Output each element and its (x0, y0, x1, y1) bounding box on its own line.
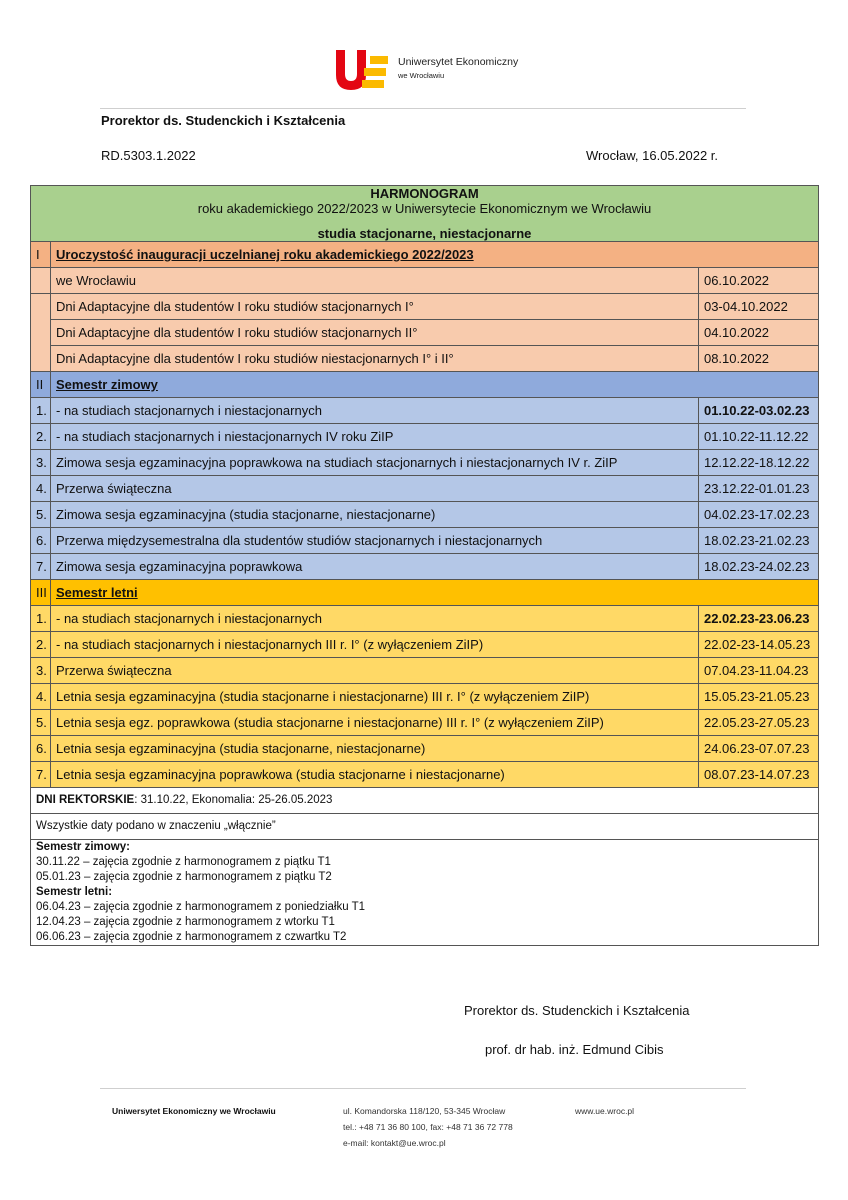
table-row (31, 606, 819, 632)
row-date: 07.04.23-11.04.23 (698, 658, 818, 684)
section-title: Semestr zimowy (51, 372, 819, 398)
row-description: - na studiach stacjonarnych i niestacjonarnych (51, 606, 699, 632)
footer-website-link[interactable]: www.ue.wroc.pl (575, 1106, 635, 1116)
table-row (31, 476, 819, 502)
row-date: 22.02-23-14.05.23 (698, 632, 818, 658)
row-description: - na studiach stacjonarnych i niestacjonarnych IV roku ZiIP (51, 424, 699, 450)
row-number: 2. (31, 424, 51, 450)
row-description: Dni Adaptacyjne dla studentów I roku studiów stacjonarnych II° (51, 320, 699, 346)
signature-title: Prorektor ds. Studenckich i Kształcenia (464, 1003, 690, 1018)
special-days-row (31, 840, 819, 946)
university-logo (334, 48, 534, 92)
row-number: 3. (31, 658, 51, 684)
table-row (31, 554, 819, 580)
logo-name-line1: Uniwersytet Ekonomiczny (398, 56, 519, 68)
row-date: 03-04.10.2022 (698, 294, 818, 320)
ue-logo-mark (334, 48, 394, 92)
table-row (31, 684, 819, 710)
row-description: - na studiach stacjonarnych i niestacjonarnych (51, 398, 699, 424)
table-row (31, 632, 819, 658)
winter-notes-heading: Semestr zimowy: (36, 841, 130, 853)
row-number: 5. (31, 710, 51, 736)
winter-note-line: 05.01.23 – zajęcia zgodnie z harmonogramem z piątku T2 (36, 871, 332, 883)
row-date: 18.02.23-21.02.23 (698, 528, 818, 554)
row-number (31, 294, 51, 372)
footer-address: ul. Komandorska 118/120, 53-345 Wrocław (343, 1106, 506, 1116)
footer-university: Uniwersytet Ekonomiczny we Wrocławiu (112, 1106, 276, 1116)
row-number: 1. (31, 398, 51, 424)
row-date: 22.05.23-27.05.23 (698, 710, 818, 736)
row-date: 04.02.23-17.02.23 (698, 502, 818, 528)
table-row (31, 450, 819, 476)
summer-note-line: 06.04.23 – zajęcia zgodnie z harmonogramem z poniedziałku T1 (36, 901, 366, 913)
row-number: 3. (31, 450, 51, 476)
row-date: 24.06.23-07.07.23 (698, 736, 818, 762)
row-date: 01.10.22-03.02.23 (698, 398, 818, 424)
table-row (31, 502, 819, 528)
schedule-title: HARMONOGRAM (370, 186, 479, 201)
section-number: I (31, 242, 51, 268)
rector-days-label: DNI REKTORSKIE (36, 794, 135, 806)
row-date: 04.10.2022 (698, 320, 818, 346)
row-number: 7. (31, 762, 51, 788)
document-date: Wrocław, 16.05.2022 r. (586, 148, 719, 163)
row-number (31, 268, 51, 294)
table-row (31, 320, 819, 346)
inclusive-note: Wszystkie daty podano w znaczeniu „włącznie” (31, 814, 819, 840)
section-number: III (31, 580, 51, 606)
schedule-table (30, 185, 819, 946)
row-date: 08.10.2022 (698, 346, 818, 372)
row-date: 12.12.22-18.12.22 (698, 450, 818, 476)
footer-phone: tel.: +48 71 36 80 100, fax: +48 71 36 72 778 (343, 1122, 513, 1132)
row-description: Przerwa świąteczna (51, 476, 699, 502)
reference-number: RD.5303.1.2022 (101, 148, 196, 163)
summer-notes-heading: Semestr letni: (36, 886, 113, 898)
row-number: 6. (31, 736, 51, 762)
header-divider (100, 108, 746, 109)
row-date: 23.12.22-01.01.23 (698, 476, 818, 502)
footer-contact (343, 1103, 513, 1151)
table-row (31, 658, 819, 684)
row-date: 15.05.23-21.05.23 (698, 684, 818, 710)
row-number: 2. (31, 632, 51, 658)
summer-note-line: 12.04.23 – zajęcia zgodnie z harmonogramem z wtorku T1 (36, 916, 335, 928)
row-date: 22.02.23-23.06.23 (698, 606, 818, 632)
row-description: Letnia sesja egzaminacyjna (studia stacjonarne, niestacjonarne) (51, 736, 699, 762)
row-description: we Wrocławiu (51, 268, 699, 294)
row-number: 4. (31, 476, 51, 502)
row-number: 1. (31, 606, 51, 632)
section-header-winter (31, 372, 819, 398)
schedule-header-cell (31, 186, 819, 242)
row-description: Zimowa sesja egzaminacyjna (studia stacjonarne, niestacjonarne) (51, 502, 699, 528)
row-description: Zimowa sesja egzaminacyjna poprawkowa (51, 554, 699, 580)
row-description: Przerwa świąteczna (51, 658, 699, 684)
row-number: 5. (31, 502, 51, 528)
logo-name-line2: we Wrocławiu (398, 71, 445, 80)
row-number: 7. (31, 554, 51, 580)
special-days-cell (31, 840, 819, 946)
table-row (31, 346, 819, 372)
footer-divider (100, 1088, 746, 1089)
table-row (31, 528, 819, 554)
schedule-mode: studia stacjonarne, niestacjonarne (317, 226, 532, 241)
rector-days-value: : 31.10.22, Ekonomalia: 25-26.05.2023 (134, 794, 333, 806)
section-header-summer (31, 580, 819, 606)
inclusive-note-row (31, 814, 819, 840)
table-row (31, 294, 819, 320)
row-number: 6. (31, 528, 51, 554)
office-title: Prorektor ds. Studenckich i Kształcenia (101, 113, 346, 128)
rector-days-row (31, 788, 819, 814)
row-description: Dni Adaptacyjne dla studentów I roku studiów niestacjonarnych I° i II° (51, 346, 699, 372)
row-date: 06.10.2022 (698, 268, 818, 294)
table-row (31, 736, 819, 762)
schedule-header-row (31, 186, 819, 242)
row-number: 4. (31, 684, 51, 710)
table-row (31, 268, 819, 294)
row-description: Letnia sesja egzaminacyjna (studia stacjonarne i niestacjonarne) III r. I° (z wyłączeniem ZiIP) (51, 684, 699, 710)
row-description: Zimowa sesja egzaminacyjna poprawkowa na studiach stacjonarnych i niestacjonarnych IV r. ZiIP (51, 450, 699, 476)
winter-note-line: 30.11.22 – zajęcia zgodnie z harmonogramem z piątku T1 (36, 856, 331, 868)
signature-name: prof. dr hab. inż. Edmund Cibis (485, 1042, 664, 1057)
schedule-subtitle: roku akademickiego 2022/2023 w Uniwersytecie Ekonomicznym we Wrocławiu (197, 201, 652, 216)
table-row (31, 710, 819, 736)
section-header-inauguration (31, 242, 819, 268)
row-description: Dni Adaptacyjne dla studentów I roku studiów stacjonarnych I° (51, 294, 699, 320)
section-title: Semestr letni (51, 580, 819, 606)
row-description: - na studiach stacjonarnych i niestacjonarnych III r. I° (z wyłączeniem ZiIP) (51, 632, 699, 658)
table-row (31, 398, 819, 424)
section-title: Uroczystość inauguracji uczelnianej roku akademickiego 2022/2023 (51, 242, 819, 268)
row-date: 08.07.23-14.07.23 (698, 762, 818, 788)
section-number: II (31, 372, 51, 398)
footer-email[interactable]: e-mail: kontakt@ue.wroc.pl (343, 1138, 446, 1148)
row-date: 18.02.23-24.02.23 (698, 554, 818, 580)
row-description: Przerwa międzysemestralna dla studentów studiów stacjonarnych i niestacjonarnych (51, 528, 699, 554)
summer-note-line: 06.06.23 – zajęcia zgodnie z harmonogramem z czwartku T2 (36, 931, 347, 943)
table-row (31, 424, 819, 450)
rector-days-cell (31, 788, 819, 814)
row-description: Letnia sesja egzaminacyjna poprawkowa (studia stacjonarne i niestacjonarne) (51, 762, 699, 788)
table-row (31, 762, 819, 788)
row-description: Letnia sesja egz. poprawkowa (studia stacjonarne i niestacjonarne) III r. I° (z wyłączeniem ZiIP) (51, 710, 699, 736)
row-date: 01.10.22-11.12.22 (698, 424, 818, 450)
